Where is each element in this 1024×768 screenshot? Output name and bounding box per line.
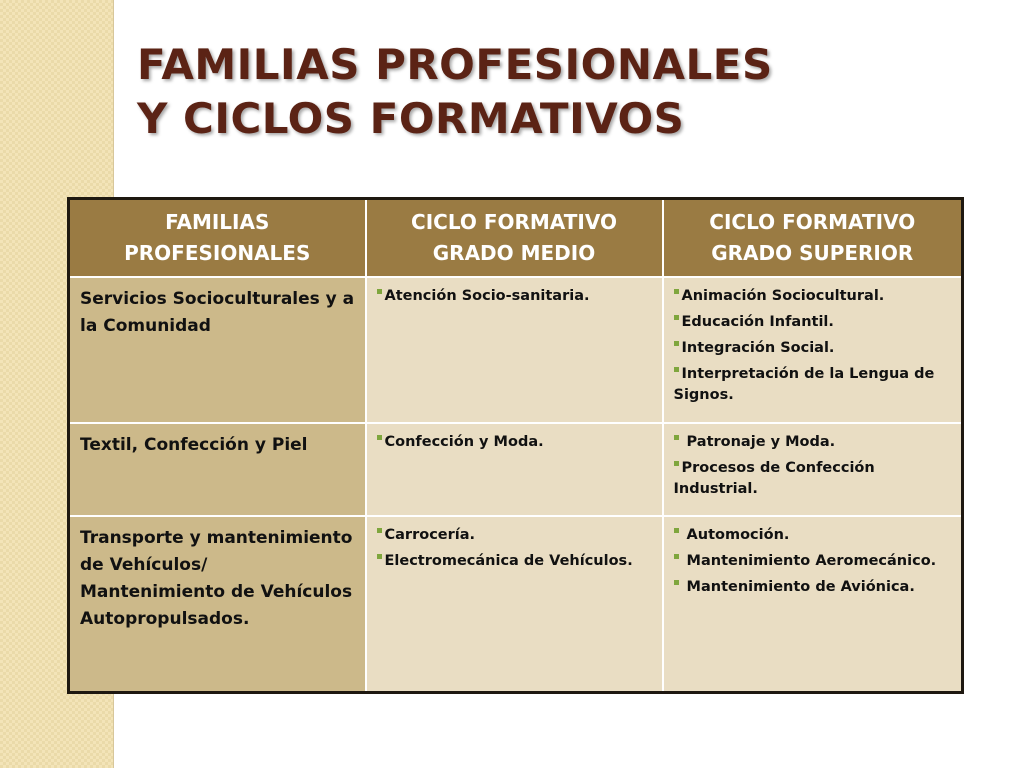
list-item <box>674 338 952 359</box>
list-item <box>674 458 952 500</box>
bullet-icon <box>674 461 679 466</box>
ciclo-text: Mantenimiento Aeromecánico. <box>681 553 937 569</box>
header-grado-superior: CICLO FORMATIVO GRADO SUPERIOR <box>663 199 963 278</box>
grado-medio-cell <box>366 277 663 423</box>
familia-cell: Transporte y mantenimiento de Vehículos/ Mantenimiento de Vehículos Autopropulsados. <box>69 516 366 693</box>
ciclo-text: Confección y Moda. <box>384 434 544 450</box>
list-item <box>377 432 652 453</box>
list-item <box>674 551 952 572</box>
list-item <box>674 286 952 307</box>
familias-table <box>67 197 964 694</box>
ciclo-text: Interpretación de la Lengua de Signos. <box>673 366 935 403</box>
bullet-icon <box>674 315 679 320</box>
ciclo-text: Integración Social. <box>681 340 835 356</box>
grado-superior-cell <box>663 516 963 693</box>
familia-cell: Textil, Confección y Piel <box>69 423 366 516</box>
ciclo-text: Automoción. <box>681 527 790 543</box>
bullet-icon <box>674 528 679 533</box>
table-row <box>69 423 963 516</box>
familia-cell: Servicios Socioculturales y a la Comunidad <box>69 277 366 423</box>
ciclo-text: Electromecánica de Vehículos. <box>384 553 633 569</box>
grado-superior-cell <box>663 423 963 516</box>
bullet-icon <box>674 367 679 372</box>
list-item <box>674 432 952 453</box>
bullet-icon <box>377 435 382 440</box>
bullet-icon <box>674 289 679 294</box>
table-row <box>69 277 963 423</box>
list-item <box>674 577 952 598</box>
grado-superior-cell <box>663 277 963 423</box>
grado-medio-cell <box>366 516 663 693</box>
list-item <box>674 312 952 333</box>
list-item <box>377 551 652 572</box>
list-item <box>674 364 952 406</box>
header-familias: FAMILIAS PROFESIONALES <box>69 199 366 278</box>
slide-title-line-1: FAMILIAS PROFESIONALES <box>137 40 773 89</box>
slide-title <box>137 38 773 146</box>
list-item <box>674 525 952 546</box>
grado-medio-cell <box>366 423 663 516</box>
list-item <box>377 286 652 307</box>
slide-title-line-2: Y CICLOS FORMATIVOS <box>137 94 685 143</box>
ciclo-text: Procesos de Confección Industrial. <box>673 460 875 497</box>
list-item <box>377 525 652 546</box>
header-grado-medio: CICLO FORMATIVO GRADO MEDIO <box>366 199 663 278</box>
bullet-icon <box>674 341 679 346</box>
ciclo-text: Animación Sociocultural. <box>681 288 885 304</box>
ciclo-text: Patronaje y Moda. <box>681 434 836 450</box>
ciclo-text: Educación Infantil. <box>681 314 834 330</box>
bullet-icon <box>377 528 382 533</box>
table-header-row <box>69 199 963 278</box>
ciclo-text: Atención Socio-sanitaria. <box>384 288 590 304</box>
bullet-icon <box>674 435 679 440</box>
ciclo-text: Mantenimiento de Aviónica. <box>681 579 915 595</box>
ciclo-text: Carrocería. <box>384 527 476 543</box>
table-row <box>69 516 963 693</box>
bullet-icon <box>674 554 679 559</box>
bullet-icon <box>377 554 382 559</box>
bullet-icon <box>674 580 679 585</box>
bullet-icon <box>377 289 382 294</box>
